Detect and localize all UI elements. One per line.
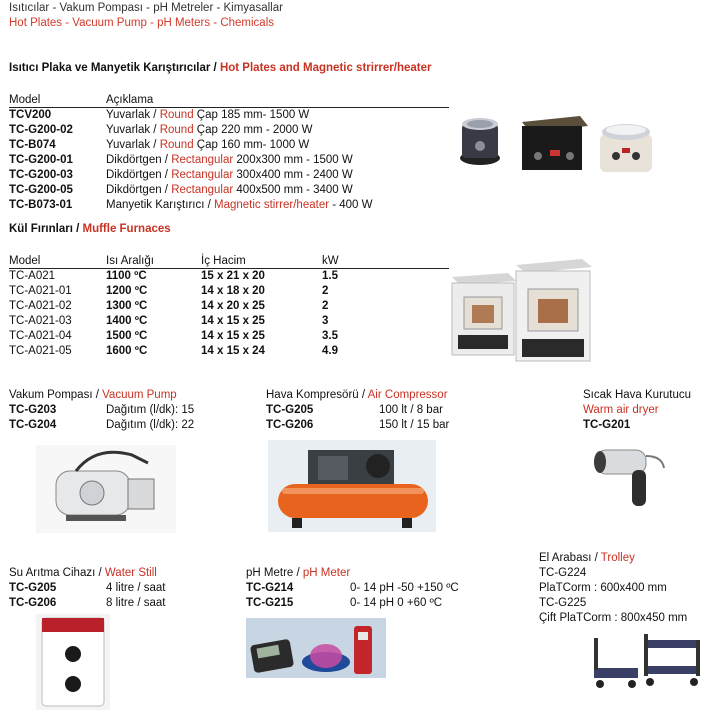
hotplate-desc-spec: Çap 220 mm - 2000 W	[193, 124, 313, 136]
ph-meter-image	[246, 618, 386, 678]
hotplate-desc	[106, 123, 312, 138]
dryer-title-en: Warm air dryer	[583, 404, 659, 416]
trolley-line-4: Çift PlaTCorm : 800x450 mm	[539, 612, 688, 624]
hotplate-desc	[106, 138, 309, 153]
vacuum-pump-image	[36, 445, 176, 533]
phmeter-title-tr: pH Metre /	[246, 567, 303, 579]
hotplate-desc-spec: 300x400 mm - 2400 W	[233, 169, 353, 181]
hotplate-desc-en: Rectangular	[171, 154, 234, 166]
water-title-tr: Su Arıtma Cihazı /	[9, 567, 105, 579]
furnace-temp: 1600 ºC	[106, 345, 148, 357]
furnaces-image	[450, 255, 630, 365]
hotplate-desc-tr: Dikdörtgen /	[106, 184, 172, 196]
hotplate-model: TC-G200-02	[9, 124, 73, 136]
phmeter-row-2-spec: 0- 14 pH 0 +60 ºC	[350, 597, 443, 609]
furnace-volume: 14 x 15 x 24	[201, 345, 265, 357]
hotplates-title	[9, 62, 432, 74]
hotplate-desc-en: Rectangular	[171, 169, 234, 181]
furnace-model: TC-A021-03	[9, 315, 72, 327]
furnace-temp: 1500 ºC	[106, 330, 148, 342]
dryer-title-tr: Sıcak Hava Kurutucu	[583, 389, 692, 401]
water-title	[9, 566, 157, 581]
vacuum-row-2-spec: Dağıtım (l/dk): 22	[106, 419, 195, 431]
trolley-line-2: PlaTCorm : 600x400 mm	[539, 582, 667, 594]
header-line-tr: Isıtıcılar - Vakum Pompası - pH Metreler - Kimyasallar	[9, 2, 283, 14]
hotplate-desc-en: Magnetic stirrer/heater	[214, 199, 330, 211]
hotplate-desc-tr: Yuvarlak /	[106, 139, 160, 151]
hotplate-desc-en: Round	[159, 139, 194, 151]
vacuum-title-tr: Vakum Pompası /	[9, 389, 103, 401]
compressor-title-tr: Hava Kompresörü /	[266, 389, 368, 401]
hotplate-desc-spec: 200x300 mm - 1500 W	[233, 154, 353, 166]
furnace-kw: 2	[322, 300, 329, 312]
furnace-kw: 3	[322, 315, 329, 327]
water-still-image	[36, 614, 110, 710]
trolley-line-1: TC-G224	[539, 567, 587, 579]
hotplates-title-tr: Isıtıcı Plaka ve Manyetik Karıştırıcılar /	[9, 62, 220, 74]
compressor-title-en: Air Compressor	[367, 389, 448, 401]
hotplate-desc-spec: - 400 W	[329, 199, 373, 211]
hotplate-desc-tr: Yuvarlak /	[106, 124, 160, 136]
hotplate-model: TC-G200-01	[9, 154, 73, 166]
dryer-model: TC-G201	[583, 419, 631, 431]
furnaces-col-vol: İç Hacim	[201, 255, 246, 267]
hotplate-desc-tr: Yuvarlak /	[106, 109, 160, 121]
trolley-image	[592, 630, 704, 694]
phmeter-row-1-model: TC-G214	[246, 582, 294, 594]
hotplate-model: TC-B074	[9, 139, 56, 151]
water-row-2-spec: 8 litre / saat	[106, 597, 166, 609]
furnace-model: TC-A021	[9, 270, 56, 282]
hotplate-desc-en: Rectangular	[171, 184, 234, 196]
compressor-row-1-model: TC-G205	[266, 404, 314, 416]
hotplate-model: TCV200	[9, 109, 52, 121]
hotplates-col-desc: Açıklama	[106, 94, 154, 106]
furnaces-col-heat: Isı Aralığı	[106, 255, 154, 267]
hotplate-desc-tr: Dikdörtgen /	[106, 169, 172, 181]
trolley-title-tr: El Arabası /	[539, 552, 601, 564]
water-row-2-model: TC-G206	[9, 597, 57, 609]
trolley-title-en: Trolley	[600, 552, 635, 564]
furnace-model: TC-A021-02	[9, 300, 72, 312]
compressor-row-1-spec: 100 lt / 8 bar	[379, 404, 443, 416]
compressor-title	[266, 388, 448, 403]
phmeter-row-1-spec: 0- 14 pH -50 +150 ºC	[350, 582, 459, 594]
furnaces-col-kw: kW	[322, 255, 339, 267]
furnaces-title-en: Muffle Furnaces	[82, 223, 171, 235]
phmeter-title	[246, 566, 350, 581]
compressor-row-2-spec: 150 lt / 15 bar	[379, 419, 450, 431]
furnace-temp: 1400 ºC	[106, 315, 148, 327]
hotplate-desc	[106, 168, 353, 183]
trolley-title	[539, 551, 635, 566]
water-row-1-spec: 4 litre / saat	[106, 582, 166, 594]
furnace-volume: 14 x 20 x 25	[201, 300, 265, 312]
water-title-en: Water Still	[104, 567, 157, 579]
hotplate-desc-en: Round	[159, 109, 194, 121]
furnace-model: TC-A021-04	[9, 330, 72, 342]
hotplate-desc	[106, 183, 353, 198]
hotplate-desc	[106, 108, 309, 123]
furnace-kw: 3.5	[322, 330, 338, 342]
furnace-kw: 2	[322, 285, 329, 297]
hotplate-desc-tr: Manyetik Karıştırıcı /	[106, 199, 214, 211]
furnace-volume: 14 x 18 x 20	[201, 285, 265, 297]
furnace-temp: 1100 ºC	[106, 270, 147, 282]
hotplate-desc-en: Round	[159, 124, 194, 136]
header-line-en: Hot Plates - Vacuum Pump - pH Meters - Chemicals	[9, 17, 275, 29]
hotplate-model: TC-B073-01	[9, 199, 73, 211]
hotplates-col-model: Model	[9, 94, 41, 106]
furnace-volume: 15 x 21 x 20	[201, 270, 265, 282]
vacuum-title	[9, 388, 177, 403]
furnaces-title	[9, 223, 171, 235]
furnaces-col-model: Model	[9, 255, 41, 267]
furnace-volume: 14 x 15 x 25	[201, 315, 265, 327]
hotplates-title-en: Hot Plates and Magnetic strirrer/heater	[219, 62, 432, 74]
hotplate-desc-spec: Çap 185 mm- 1500 W	[193, 109, 310, 121]
vacuum-row-1-model: TC-G203	[9, 404, 57, 416]
furnace-model: TC-A021-05	[9, 345, 72, 357]
furnace-kw: 4.9	[322, 345, 338, 357]
phmeter-title-en: pH Meter	[302, 567, 351, 579]
hotplate-desc-spec: Çap 160 mm- 1000 W	[193, 139, 310, 151]
warm-air-dryer-image	[592, 444, 672, 514]
furnace-temp: 1300 ºC	[106, 300, 148, 312]
phmeter-row-2-model: TC-G215	[246, 597, 294, 609]
hotplates-image	[450, 100, 705, 180]
trolley-line-3: TC-G225	[539, 597, 587, 609]
vacuum-row-1-spec: Dağıtım (l/dk): 15	[106, 404, 195, 416]
hotplate-desc-tr: Dikdörtgen /	[106, 154, 172, 166]
hotplate-model: TC-G200-05	[9, 184, 73, 196]
furnace-volume: 14 x 15 x 25	[201, 330, 265, 342]
compressor-row-2-model: TC-G206	[266, 419, 314, 431]
vacuum-title-en: Vacuum Pump	[102, 389, 177, 401]
hotplate-desc	[106, 153, 353, 168]
furnace-model: TC-A021-01	[9, 285, 72, 297]
hotplate-desc-spec: 400x500 mm - 3400 W	[233, 184, 353, 196]
hotplate-model: TC-G200-03	[9, 169, 73, 181]
furnaces-title-tr: Kül Fırınları /	[9, 223, 83, 235]
furnace-kw: 1.5	[322, 270, 338, 282]
vacuum-row-2-model: TC-G204	[9, 419, 57, 431]
water-row-1-model: TC-G205	[9, 582, 57, 594]
hotplate-desc	[106, 198, 373, 213]
furnace-temp: 1200 ºC	[106, 285, 148, 297]
air-compressor-image	[268, 440, 436, 532]
